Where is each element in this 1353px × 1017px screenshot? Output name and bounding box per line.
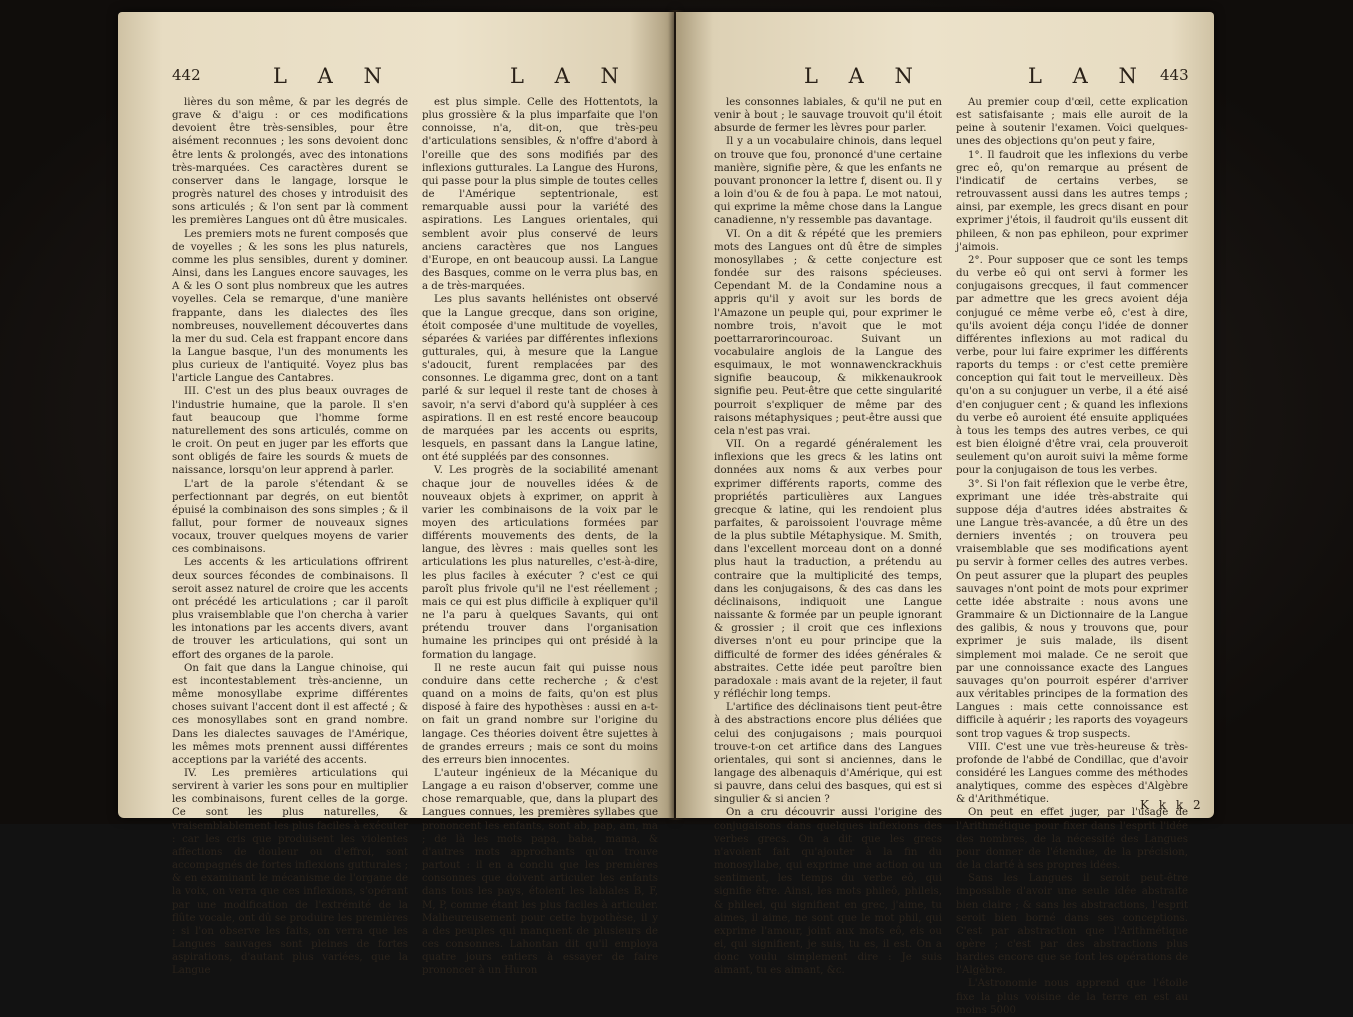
paragraph: L'artifice des déclinaisons tient peut-être à des abstractions encore plus déliées que celui des conjugaisons ; mais pourquoi trouve-t-on cet artifice dans des Langues orientales, qui sont si anciennes, dans le langage des albenaquis d'Amérique, qui est si pauvre, dans celui des basques, qui est si singulier & si ancien ? [714, 702, 942, 806]
paragraph: L'Astronomie nous apprend que l'étoile fixe la plus voisine de la terre en est au moins 5000 [956, 978, 1188, 1016]
paragraph: Les accents & les articulations offrirent deux sources fécondes de combinaisons. Il seroit assez naturel de croire que les accents ont précédé les articulations ; car il paroît plus vraisemblable que l'on chercha à varier les intonations par les accents divers, avant de trouver les articulations, qui sont un effort des organes de la parole. [172, 557, 408, 661]
left-page [118, 12, 674, 977]
right-running-head [676, 64, 1214, 94]
paragraph: V. Les progrès de la sociabilité amenant chaque jour de nouvelles idées & de nouveaux objets à exprimer, on apprit à varier les combinaisons de la voix par le moyen des articulations formées par différents mouvements des dents, de la langue, des lèvres : mais quelles sont les articulations les plus naturelles, c'est-à-dire, les plus faciles à exécuter ? c'est ce qui paroît plus frivole qu'il ne l'est réellement ; mais ce qui est plus difficile à expliquer qu'il ne l'a paru à quelques Savants, qui ont prétendu trouver dans l'organisation humaine les principes qui ont présidé à la formation du langage. [422, 465, 658, 661]
paragraph: 1°. Il faudroit que les inflexions du verbe grec eô, qu'on remarque au présent de l'indicatif de certains verbes, se retrouvassent aussi dans les autres temps ; ainsi, par exemple, les grecs disant en pour exprimer j'étois, il faudroit qu'ils eussent dit phileen, & non pas ephileon, pour exprimer j'aimois. [956, 149, 1188, 253]
paragraph: On peut en effet juger, par l'usage de l'Arithmétique pour fixer dans l'esprit l'idée des nombres, de la nécessité des Langues pour donner de l'étendue, de la précision, de la clarté à ses propres idées. [956, 807, 1188, 872]
paragraph: Les premiers mots ne furent composés que de voyelles ; & les sons les plus naturels, comme les plus sensibles, durent y dominer. Ainsi, dans les Langues encore sauvages, les A & les O sont plus nombreux que les autres voyelles. Cela se remarque, d'une manière frappante, dans les dialectes des îles nombreuses, nouvellement découvertes dans la mer du sud. Cela est frappant encore dans la Langue basque, l'un des monuments les plus curieux de l'antiquité. Voyez plus bas l'article Langue des Cantabres. [172, 228, 408, 385]
paragraph: L'art de la parole s'étendant & se perfectionnant par degrés, on eut bientôt épuisé la combinaison des sons simples ; & il fallut, pour former de nouveaux signes vocaux, trouver quelques moyens de varier ces combinaisons. [172, 478, 408, 556]
left-column-1 [172, 96, 408, 977]
paragraph: 2°. Pour supposer que ce sont les temps du verbe eô qui ont servi à former les conjugaisons grecques, il faut commencer par admettre que les grecs avoient déja conjugué ce même verbe eô, c'est à dire, qu'ils avoient déja conçu l'idée de donner différentes inflexions au mot radical du verbe, pour lui faire exprimer les différents raports du temps : or c'est cette première conception qui fait tout le merveilleux. Dès qu'on a su conjuguer un verbe, il a été aisé d'en conjuguer cent ; & quand les inflexions du verbe eô auroient été ensuite appliquées à tous les temps des autres verbes, ce qui est bien éloigné d'être vrai, cela prouveroit seulement qu'on auroit suivi la même forme pour la conjugaison de tous les verbes. [956, 254, 1188, 477]
right-running-title-1: L A N [804, 64, 925, 88]
paragraph: On a cru découvrir aussi l'origine des conjugaisons dans quelques inflexions des verbes grecs. On a dit que les grecs n'avoient fait qu'ajouter à la fin du monosyllabe, qui exprime une action ou un sentiment, les temps du verbe eô, qui signifie être. Ainsi, les mots phileô, phileis, & phileei, qui signifient en grec, j'aime, tu aimes, il aime, ne sont que le mot phil, qui exprime l'amour, joint aux mots eô, eis ou ei, qui signifient, je suis, tu es, il est. On a donc voulu simplement dire : Je suis aimant, tu es aimant, &c. [714, 807, 942, 977]
paragraph: 3°. Si l'on fait réflexion que le verbe être, exprimant une idée très-abstraite qui suppose déja d'autres idées abstraites & une Langue très-avancée, a dû être un des derniers inventés ; on trouvera peu vraisemblable que ses modifications ayent pu servir à former celles des autres verbes. On peut assurer que la plupart des peuples sauvages n'ont point de mots pour exprimer cette idée abstraite : nous avons une Grammaire & un Dictionnaire de la Langue des galibis, & nous y trouvons que, pour exprimer je suis malade, ils disent simplement moi malade. Ce ne seroit que par une connoissance exacte des Langues sauvages qu'on pourroit espérer d'arriver aux véritables principes de la formation des Langues : mais cette connoissance est difficile à aquérir ; les raports des voyageurs sont trop vagues & trop suspects. [956, 478, 1188, 740]
paragraph: L'auteur ingénieux de la Mécanique du Langage a eu raison d'observer, comme une chose remarquable, que, dans la plupart des Langues connues, les premières syllabes que prononcent les enfants, sont ab, pap, am, ma ; de là les mots papa, baba, mama, & d'autres mots approchants qu'on trouve partout : il en a conclu que les premières consonnes que doivent articuler les enfants dans tous les pays, étoient les labiales B, F, M, P, comme étant les plus faciles à articuler. Malheureusement pour cette hypothèse, il y a des peuples qui manquent de plusieurs de ces consonnes. Lahontan dit qu'il employa quatre jours entiers à essayer de faire prononcer à un Huron [422, 767, 658, 977]
signature-mark: K k k 2 [1140, 798, 1204, 812]
left-running-title-1: L A N [273, 64, 394, 88]
paragraph: VI. On a dit & répété que les premiers mots des Langues ont dû être de simples monosyllabes ; & cette conjecture est fondée sur des raisons spécieuses. Cependant M. de la Condamine nous a appris qu'il y avoit sur les bords de l'Amazone un peuple qui, pour exprimer le nombre trois, n'avoit que le mot poettarrarorincouroac. Suivant un vocabulaire anglois de la Langue des esquimaux, le mot wonnawenckrackhuis signifie beaucoup, & mikkenaukrook signifie peu. Peut-être que cette singularité pourroit s'expliquer de même par des raisons métaphysiques ; peut-être aussi que cela n'est pas vrai. [714, 228, 942, 437]
paragraph: Il y a un vocabulaire chinois, dans lequel on trouve que fou, prononcé d'une certaine manière, signifie père, & que les enfants ne pouvant prononcer la lettre f, disent ou. Il y a loin d'ou & de fou à papa. Le mot natoui, qui exprime la même chose dans la Langue canadienne, n'y ressemble pas davantage. [714, 136, 942, 227]
right-running-title-2: L A N [1028, 64, 1149, 88]
left-page-number: 442 [172, 66, 201, 84]
paragraph: VII. On a regardé généralement les inflexions que les grecs & les latins ont données aux noms & aux verbes pour exprimer différents raports, comme des propriétés particulières aux Langues grecque & latine, qui les rendoient plus parfaites, & paroissoient l'ouvrage même de la plus subtile Métaphysique. M. Smith, dans l'excellent morceau dont on a donné plus haut la traduction, a prétendu au contraire que la multiplicité des temps, dans les conjugaisons, & des cas dans les déclinaisons, indiquoit une Langue naissante & formée par un peuple ignorant & grossier ; il croit que ces inflexions diverses n'ont eu pour principe que la difficulté de former des idées générales & abstraites. Cette idée peut paroître bien paradoxale : mais avant de la rejeter, il faut y réfléchir long temps. [714, 439, 942, 701]
paragraph: est plus simple. Celle des Hottentots, la plus grossière & la plus imparfaite que l'on connoisse, n'a, dit-on, que très-peu d'articulations sensibles, & n'offre d'abord à l'oreille que des sons modifiés par des inflexions gutturales. La Langue des Hurons, qui passe pour la plus simple de toutes celles de l'Amérique septentrionale, est remarquable aussi pour la variété des aspirations. Les Langues orientales, qui semblent avoir plus conservé de leurs anciens caractères que nos Langues d'Europe, en ont beaucoup aussi. La Langue des Basques, comme on le verra plus bas, en a de très-marquées. [422, 97, 658, 293]
paragraph: Il ne reste aucun fait qui puisse nous conduire dans cette recherche ; & c'est quand on a moins de faits, qu'on est plus disposé à faire des hypothèses : aussi en a-t-on fait un grand nombre sur l'origine du langage. Ces théories doivent être sujettes à de grandes erreurs ; mais ce sont du moins des erreurs bien innocentes. [422, 662, 658, 766]
paragraph: Sans les Langues il seroit peut-être impossible d'avoir une seule idée abstraite bien claire ; & sans les abstractions, l'esprit seroit bien borné dans ses conceptions. C'est par abstraction que l'Arithmétique opère ; c'est par des abstractions plus hardies encore que se font les opérations de l'Algèbre. [956, 873, 1188, 977]
paragraph: lières du son même, & par les degrés de grave & d'aigu : or ces modifications devoient être très-sensibles, pour être aisément reconnues ; les sons devoient donc être lents & prolongés, avec des intonations très-marquées. Ces caractères durent se conserver dans le langage, lorsque le progrès naturel des choses y introduisit des sons articulés ; & l'on sent par là comment les premières Langues ont dû être musicales. [172, 97, 408, 227]
left-running-head [118, 64, 674, 94]
paragraph: Au premier coup d'œil, cette explication est satisfaisante ; mais elle auroit de la peine à soutenir l'examen. Voici quelques-unes des objections qu'on peut y faire, [956, 97, 1188, 148]
paragraph: les consonnes labiales, & qu'il ne put en venir à bout ; le sauvage trouvoit qu'il étoit absurde de fermer les lèvres pour parler. [714, 97, 942, 135]
right-column-1 [714, 96, 942, 977]
paragraph: VIII. C'est une vue très-heureuse & très-profonde de l'abbé de Condillac, que d'avoir considéré les Langues comme des méthodes analytiques, comme des espèces d'Algèbre & d'Arithmétique. [956, 741, 1188, 806]
paragraph: On fait que dans la Langue chinoise, qui est incontestablement très-ancienne, un même monosyllabe exprime différentes choses suivant l'accent dont il est affecté ; & ces monosyllabes sont en grand nombre. Dans les dialectes sauvages de l'Amérique, les mêmes mots prennent aussi différentes acceptions par la variété des accents. [172, 662, 408, 766]
right-page-number: 443 [1160, 66, 1189, 84]
paragraph: III. C'est un des plus beaux ouvrages de l'industrie humaine, que la parole. Il s'en faut beaucoup que l'homme forme naturellement des sons articulés, comme on le croit. On peut en juger par les efforts que sont obligés de faire les sourds & muets de naissance, lorsqu'on leur apprend à parler. [172, 386, 408, 477]
paragraph: Les plus savants hellénistes ont observé que la Langue grecque, dans son origine, étoit composée d'une multitude de voyelles, séparées & variées par différentes inflexions gutturales, qui, à mesure que la Langue s'adoucit, furent remplacées par des consonnes. Le digamma grec, dont on a tant parlé & sur lequel il reste tant de choses à savoir, n'a servi d'abord qu'à suppléer à ces aspirations. Il en est resté encore beaucoup de marquées par les accents ou esprits, lesquels, en passant dans la Langue latine, ont été suppléés par des consonnes. [422, 294, 658, 464]
left-column-2 [422, 96, 658, 977]
left-running-title-2: L A N [510, 64, 631, 88]
paragraph: IV. Les premières articulations qui servirent à varier les sons pour en multiplier les combinaisons, furent celles de la gorge. Ce sont les plus naturelles, & vraisemblablement les plus faciles à exécuter : car les cris que produisent les violentes affections de douleur ou d'effroi, sont accompagnés de fortes inflexions gutturales ; & en examinant le mécanisme de l'organe de la voix, on verra que ces inflexions, s'opérant par une modification de l'extrémité de la flûte vocale, ont dû se produire les premières : si l'on observe les faits, on verra que les Langues sauvages sont pleines de fortes aspirations, d'autant plus variées, que la Langue [172, 767, 408, 977]
right-page [676, 12, 1214, 1016]
